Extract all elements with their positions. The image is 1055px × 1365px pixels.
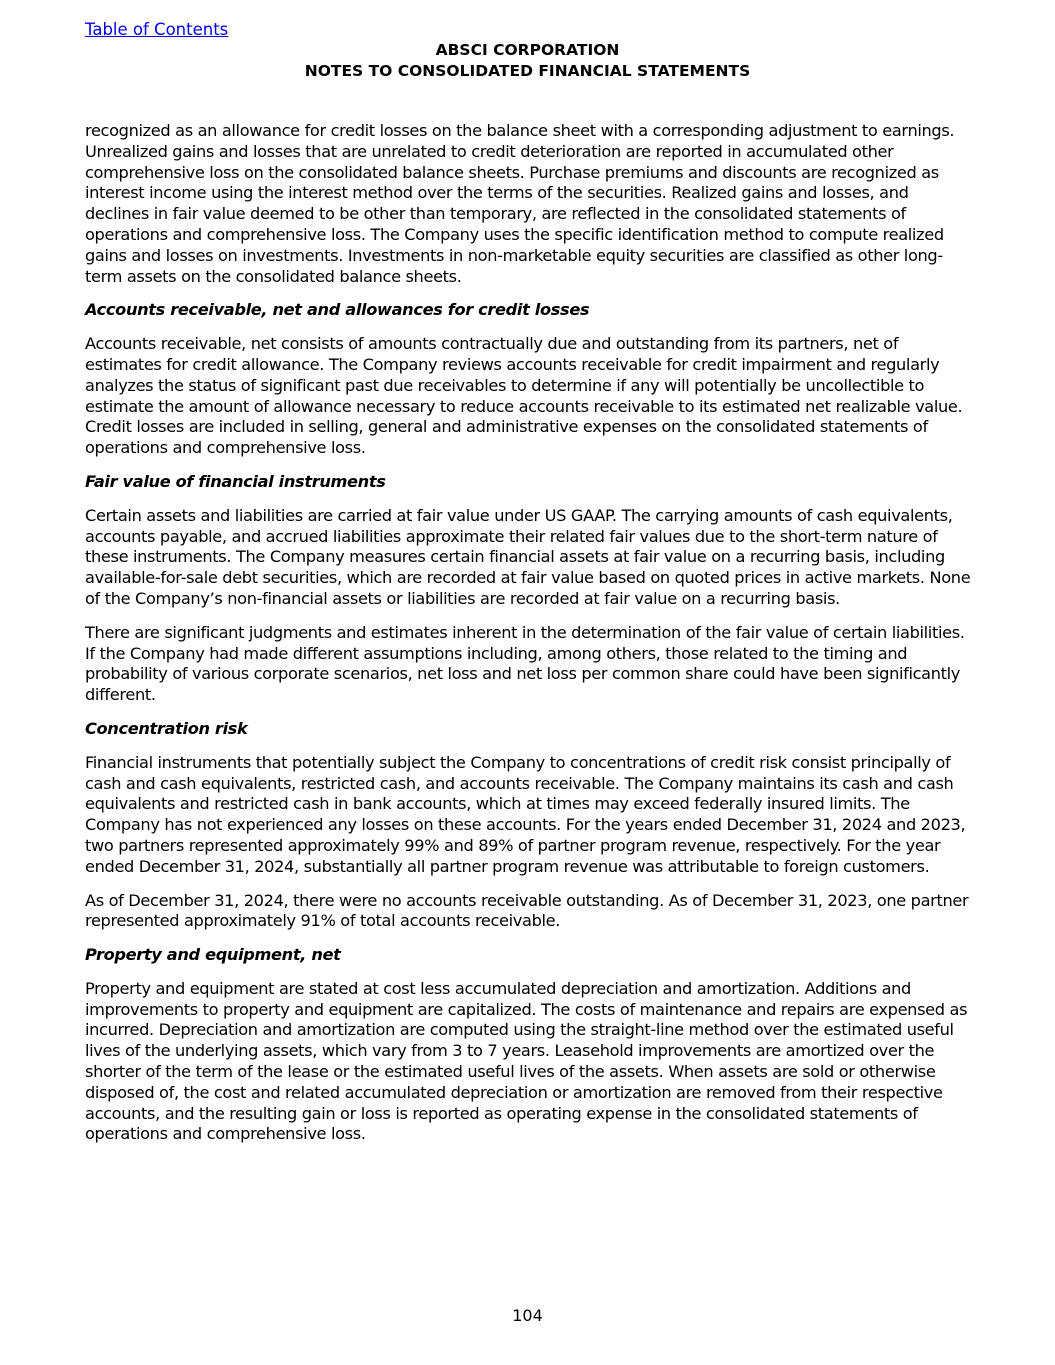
paragraph-fair-value-judgments: There are significant judgments and estimates inherent in the determination of the fair value of certain liabilities. If the Company had made different assumptions including, among others, those related to the timing and probability of various corporate scenarios, net loss and net loss per common share could have been significantly different. <box>85 622 965 705</box>
paragraph-investments-continued: recognized as an allowance for credit losses on the balance sheet with a corresponding adjustment to earnings. Unrealized gains and losses that are unrelated to credit deterioration are reported in accumulated other comprehensive loss on the consolidated balance sheets. Purchase premiums and discounts are recognized as interest income using the interest method over the terms of the securities. Realized gains and losses, and declines in fair value deemed to be other than temporary, are reflected in the consolidated statements of operations and comprehensive loss. The Company uses the specific identification method to compute realized gains and losses on investments. Investments in non-marketable equity securities are classified as other long-term assets on the consolidated balance sheets. <box>85 121 955 286</box>
heading-accounts-receivable: Accounts receivable, net and allowances for credit losses <box>85 300 590 320</box>
paragraph-accounts-receivable: Accounts receivable, net consists of amounts contractually due and outstanding from its partners, net of estimates for credit allowance. The Company reviews accounts receivable for credit impairment and regularly analyzes the status of significant past due receivables to determine if any will potentially be uncollectible to estimate the amount of allowance necessary to reduce accounts receivable to its estimated net realizable value. Credit losses are included in selling, general and administrative expenses on the consolidated statements of operations and comprehensive loss. <box>85 334 963 458</box>
company-name: ABSCI CORPORATION <box>435 41 620 59</box>
paragraph-accounts-receivable-concentration: As of December 31, 2024, there were no accounts receivable outstanding. As of December 31, 2023, one partner represented approximately 91% of total accounts receivable. <box>85 890 969 931</box>
document-title: NOTES TO CONSOLIDATED FINANCIAL STATEMENTS <box>304 62 751 80</box>
page-header <box>0 40 1055 82</box>
heading-property-equipment: Property and equipment, net <box>85 945 341 965</box>
table-of-contents-link[interactable]: Table of Contents <box>85 20 229 39</box>
main-content <box>85 121 973 1158</box>
paragraph-concentration-risk: Financial instruments that potentially subject the Company to concentrations of credit risk consist principally of cash and cash equivalents, restricted cash, and accounts receivable. The Company maintains its cash and cash equivalents and restricted cash in bank accounts, which at times may exceed federally insured limits. The Company has not experienced any losses on these accounts. For the years ended December 31, 2024 and 2023, two partners represented approximately 99% and 89% of partner program revenue, respectively. For the year ended December 31, 2024, substantially all partner program revenue was attributable to foreign customers. <box>85 752 966 876</box>
heading-fair-value: Fair value of financial instruments <box>85 471 386 491</box>
heading-concentration-risk: Concentration risk <box>85 718 248 738</box>
paragraph-fair-value: Certain assets and liabilities are carried at fair value under US GAAP. The carrying amounts of cash equivalents, accounts payable, and accrued liabilities approximate their related fair values due to the short-term nature of these instruments. The Company measures certain financial assets at fair value on a recurring basis, including available-for-sale debt securities, which are recorded at fair value based on quoted prices in active markets. None of the Company’s non-financial assets or liabilities are recorded at fair value on a recurring basis. <box>85 505 971 608</box>
paragraph-property-equipment: Property and equipment are stated at cost less accumulated depreciation and amortization. Additions and improvements to property and equipment are capitalized. The costs of maintenance and repairs are expensed as incurred. Depreciation and amortization are computed using the straight-line method over the estimated useful lives of the underlying assets, which vary from 3 to 7 years. Leasehold improvements are amortized over the shorter of the term of the lease or the estimated useful lives of the assets. When assets are sold or otherwise disposed of, the cost and related accumulated depreciation or amortization are removed from their respective accounts, and the resulting gain or loss is reported as operating expense in the consolidated statements of operations and comprehensive loss. <box>85 978 968 1144</box>
page-number: 104 <box>512 1306 543 1325</box>
